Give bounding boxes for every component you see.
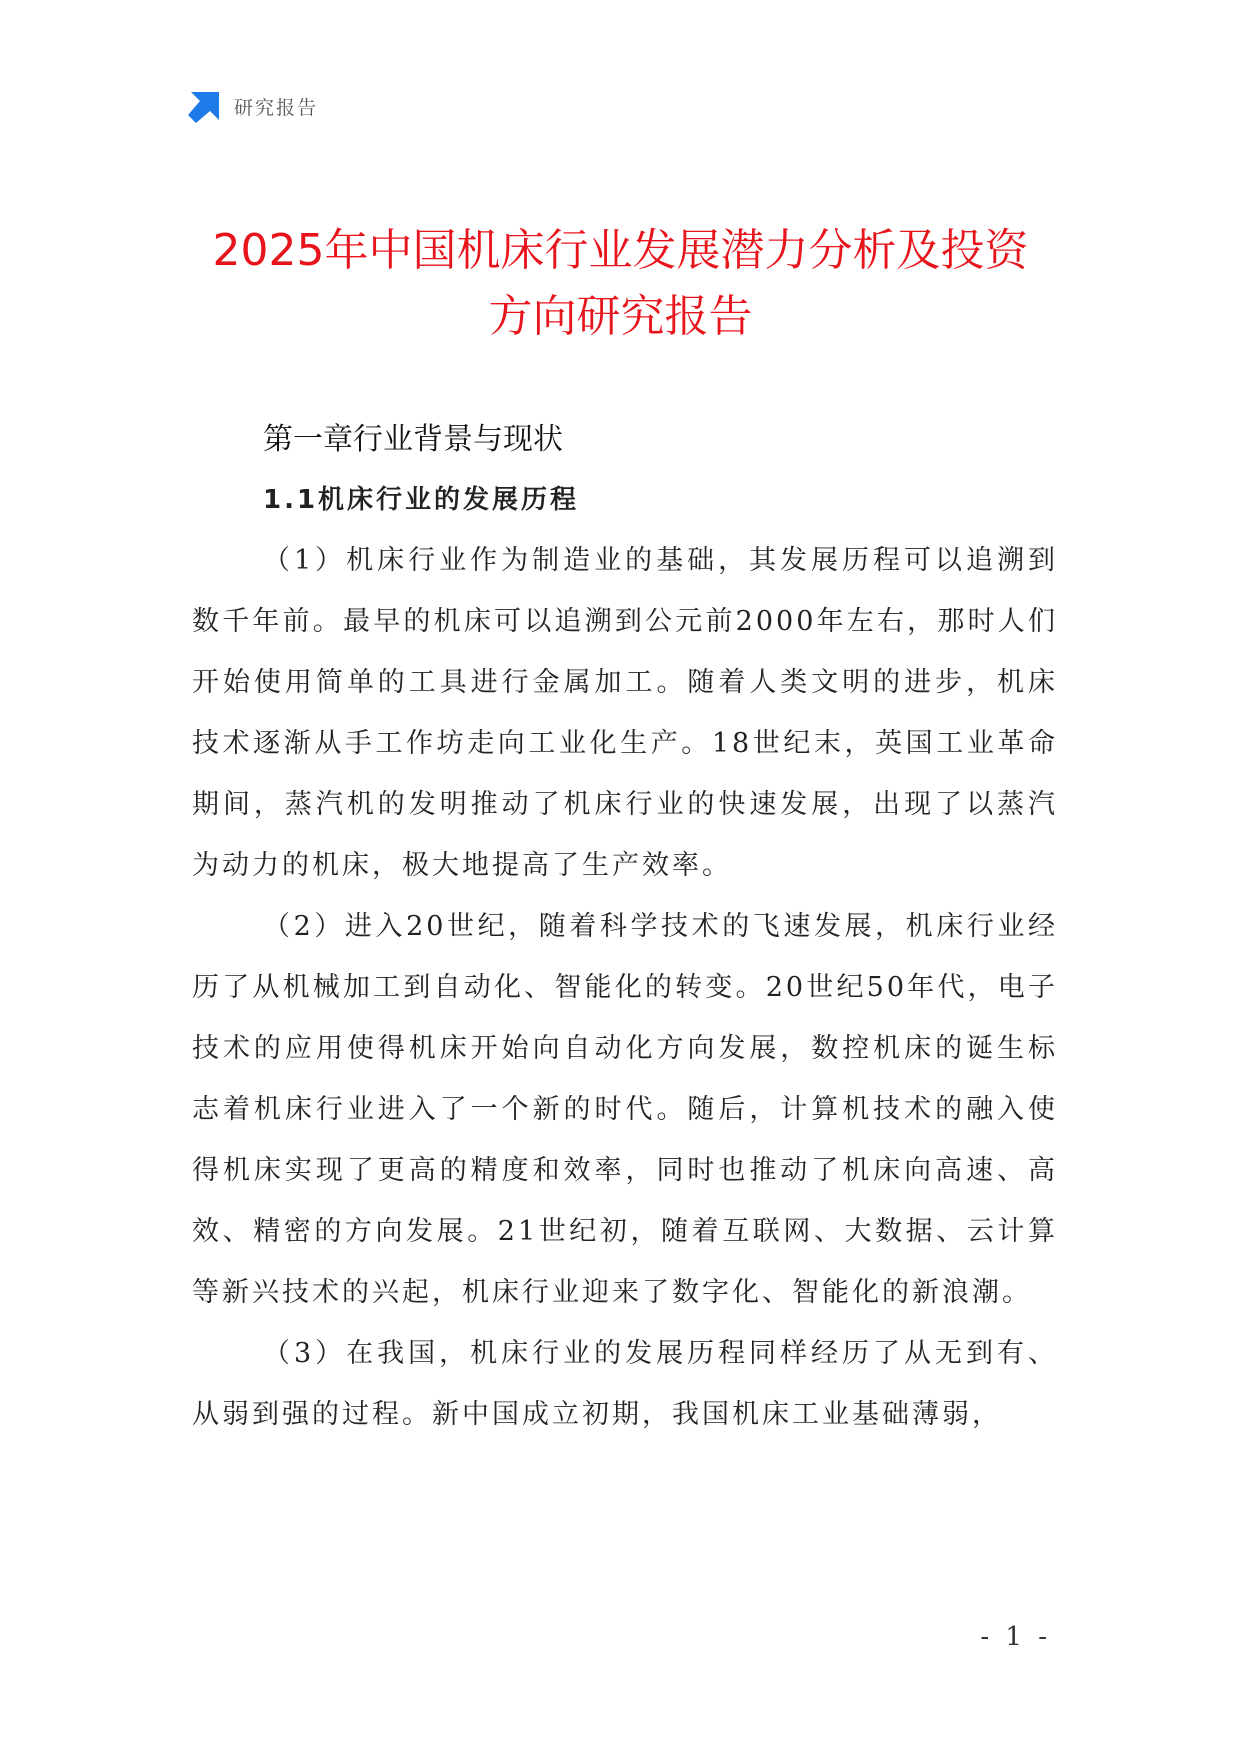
title-line-1: 2025年中国机床行业发展潜力分析及投资 <box>212 225 1029 276</box>
paragraph-1: （1）机床行业作为制造业的基础，其发展历程可以追溯到数千年前。最早的机床可以追溯到公元前2000年左右，那时人们开始使用简单的工具进行金属加工。随着人类文明的进步，机床技术逐渐从手工作坊走向工业化生产。18世纪末，英国工业革命期间，蒸汽机的发明推动了机床行业的快速发展，出现了以蒸汽为动力的机床，极大地提高了生产效率。 <box>192 545 1058 881</box>
chapter-heading: 第一章行业背景与现状 <box>263 422 563 457</box>
arrow-logo-icon <box>188 89 222 123</box>
section-heading: 1.1机床行业的发展历程 <box>263 485 580 515</box>
document-body <box>192 410 1058 1445</box>
header-label: 研究报告 <box>234 96 319 119</box>
page-number: - 1 - <box>980 1622 1051 1652</box>
page-header <box>188 88 318 124</box>
paragraph-3: （3）在我国，机床行业的发展历程同样经历了从无到有、从弱到强的过程。新中国成立初期，我国机床工业基础薄弱， <box>192 1338 1058 1430</box>
document-title <box>150 218 1091 350</box>
title-line-2: 方向研究报告 <box>488 291 753 342</box>
paragraph-2: （2）进入20世纪，随着科学技术的飞速发展，机床行业经历了从机械加工到自动化、智能化的转变。20世纪50年代，电子技术的应用使得机床开始向自动化方向发展，数控机床的诞生标志着机床行业进入了一个新的时代。随后，计算机技术的融入使得机床实现了更高的精度和效率，同时也推动了机床向高速、高效、精密的方向发展。21世纪初，随着互联网、大数据、云计算等新兴技术的兴起，机床行业迎来了数字化、智能化的新浪潮。 <box>192 911 1058 1308</box>
